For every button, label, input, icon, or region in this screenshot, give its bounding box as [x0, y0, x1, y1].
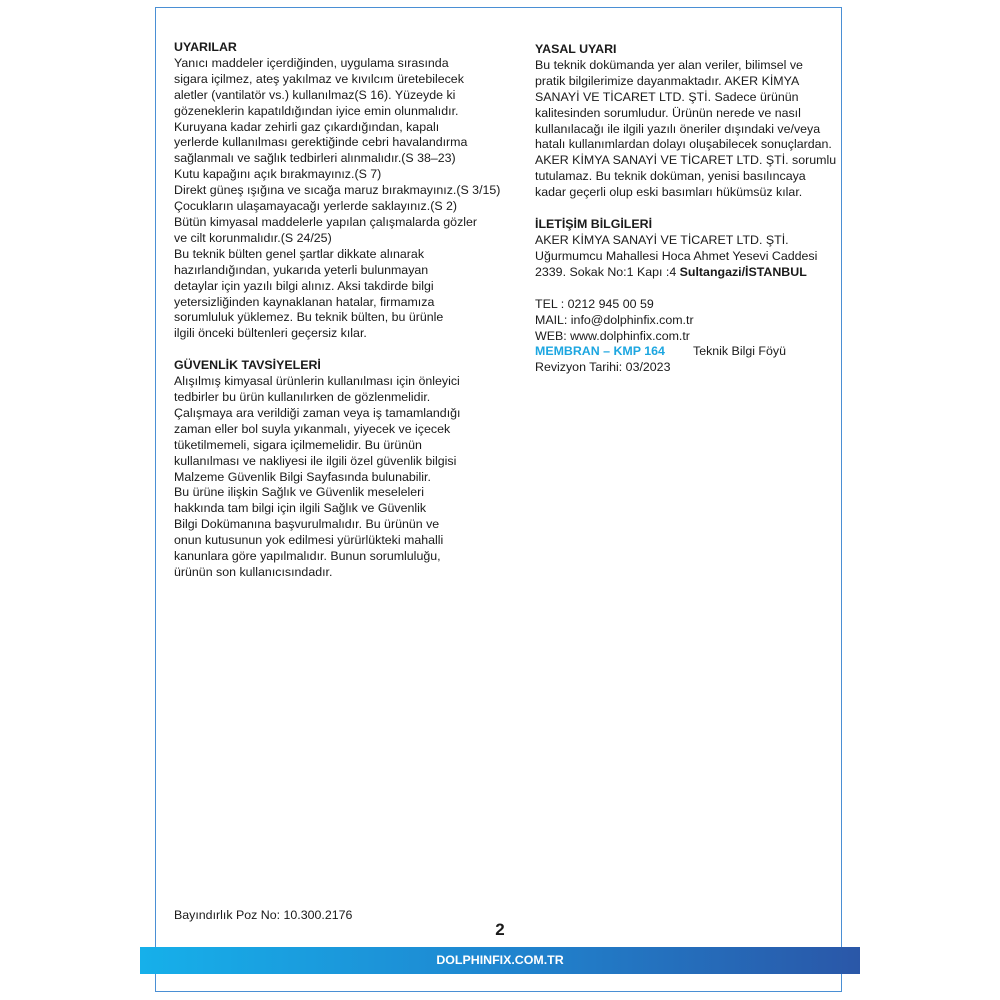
web-line: WEB: www.dolphinfix.com.tr	[535, 328, 690, 343]
legal-line: kadar geçerli olup eski basımları hükümsüz kılar.	[535, 185, 803, 200]
legal-heading: YASAL UYARI	[535, 42, 617, 56]
warnings-line: yerlerde kullanılması gerektiğinde cebri havalandırma	[174, 135, 468, 150]
warnings-line: gözeneklerin kapatıldığından iyice emin olunmalıdır.	[174, 103, 459, 118]
warnings-line: Bu teknik bülten genel şartlar dikkate alınarak	[174, 246, 425, 261]
right-column	[535, 42, 845, 376]
section-gap	[174, 342, 514, 358]
warnings-line: Çocukların ulaşamayacağı yerlerde saklayınız.(S 2)	[174, 199, 458, 214]
contact-body	[535, 233, 845, 376]
company-name: AKER KİMYA SANAYİ VE TİCARET LTD. ŞTİ.	[535, 232, 789, 247]
warnings-line: yetersizliğinden kaynaklanan hatalar, firmamıza	[174, 294, 435, 309]
product-name: MEMBRAN – KMP 164	[535, 344, 665, 359]
document-type: Teknik Bilgi Föyü	[693, 344, 786, 359]
email-line: MAIL: info@dolphinfix.com.tr	[535, 312, 694, 327]
warnings-line: ve cilt korunmalıdır.(S 24/25)	[174, 230, 332, 245]
warnings-line: aletler (vantilatör vs.) kullanılmaz(S 16). Yüzeyde ki	[174, 87, 456, 102]
warnings-line: sigara içilmez, ateş yakılmaz ve kıvılcım üretebilecek	[174, 71, 464, 86]
safety-line: onun kutusunun yok edilmesi yürürlükteki mahalli	[174, 533, 444, 548]
safety-line: Malzeme Güvenlik Bilgi Sayfasında bulunabilir.	[174, 469, 431, 484]
legal-line: kullanılacağı ile ilgili yazılı öneriler dışındaki ve/veya	[535, 121, 821, 136]
address-line-1: Uğurmumcu Mahallesi Hoca Ahmet Yesevi Caddesi	[535, 248, 818, 263]
legal-line: Bu teknik dokümanda yer alan veriler, bilimsel ve	[535, 57, 803, 72]
footer-website: DOLPHINFIX.COM.TR	[436, 953, 564, 967]
legal-body	[535, 58, 845, 201]
warnings-line: ilgili önceki bültenleri geçersiz kılar.	[174, 326, 367, 341]
page-number: 2	[495, 920, 505, 939]
left-column	[174, 40, 514, 581]
warnings-line: Direkt güneş ışığına ve sıcağa maruz bırakmayınız.(S 3/15)	[174, 183, 501, 198]
safety-line: kullanılması ve nakliyesi ile ilgili özel güvenlik bilgisi	[174, 453, 457, 468]
poz-number: Bayındırlık Poz No: 10.300.2176	[174, 908, 353, 922]
warnings-line: sağlanmalı ve sağlık tedbirleri alınmalıdır.(S 38–23)	[174, 151, 456, 166]
footer-website-bar	[140, 947, 860, 974]
warnings-line: detaylar için yazılı bilgi alınız. Aksi takdirde bilgi	[174, 278, 434, 293]
safety-body	[174, 374, 514, 581]
safety-line: hakkında tam bilgi için ilgili Sağlık ve Güvenlik	[174, 501, 427, 516]
contact-gap	[535, 281, 845, 297]
section-gap	[535, 201, 845, 217]
legal-line: kalitesinden sorumludur. Ürünün nerede ve nasıl	[535, 105, 801, 120]
address-street: 2339. Sokak No:1 Kapı :4	[535, 264, 680, 279]
legal-line: hatalı kullanımlardan dolayı oluşabilecek sonuçlardan.	[535, 137, 832, 152]
warnings-line: Kutu kapağını açık bırakmayınız.(S 7)	[174, 167, 382, 182]
product-row	[535, 344, 845, 360]
safety-line: zaman eller bol suyla yıkanmalı, yiyecek ve içecek	[174, 421, 451, 436]
safety-line: Alışılmış kimyasal ürünlerin kullanılması için önleyici	[174, 374, 460, 389]
warnings-line: Bütün kimyasal maddelerle yapılan çalışmalarda gözler	[174, 214, 478, 229]
contact-heading: İLETİŞİM BİLGİLERİ	[535, 217, 653, 232]
revision-date: Revizyon Tarihi: 03/2023	[535, 360, 671, 375]
warnings-line: hazırlandığından, yukarıda yeterli bulunmayan	[174, 262, 429, 277]
warnings-body	[174, 56, 514, 342]
warnings-line: Kuruyana kadar zehirli gaz çıkardığından, kapalı	[174, 119, 440, 134]
legal-line: pratik bilgilerimize dayanmaktadır. AKER KİMYA	[535, 73, 800, 88]
safety-line: kanunlara göre yapılmalıdır. Bunun sorumluluğu,	[174, 549, 441, 564]
address-line-2	[535, 265, 845, 281]
safety-line: tüketilmemeli, sigara içilmemelidir. Bu ürünün	[174, 437, 422, 452]
safety-line: tedbirler bu ürün kullanılırken de gözlenmelidir.	[174, 390, 431, 405]
safety-line: Bu ürüne ilişkin Sağlık ve Güvenlik meseleleri	[174, 485, 424, 500]
safety-line: ürünün son kullanıcısındadır.	[174, 565, 333, 579]
legal-line: SANAYİ VE TİCARET LTD. ŞTİ. Sadece ürünün	[535, 89, 799, 104]
legal-line: tutulamaz. Bu teknik doküman, yenisi basılıncaya	[535, 169, 806, 184]
safety-heading: GÜVENLİK TAVSİYELERİ	[174, 358, 321, 373]
safety-line: Bilgi Dokümanına başvurulmalıdır. Bu ürünün ve	[174, 517, 440, 532]
address-city: Sultangazi/İSTANBUL	[679, 264, 807, 279]
warnings-heading: UYARILAR	[174, 40, 237, 54]
warnings-line: sorumluluk yüklemez. Bu teknik bülten, bu ürünle	[174, 310, 444, 325]
safety-line: Çalışmaya ara verildiği zaman veya iş tamamlandığı	[174, 405, 461, 420]
phone-line: TEL : 0212 945 00 59	[535, 296, 654, 311]
legal-line: AKER KİMYA SANAYİ VE TİCARET LTD. ŞTİ. sorumlu	[535, 153, 837, 168]
warnings-line: Yanıcı maddeler içerdiğinden, uygulama sırasında	[174, 55, 449, 70]
